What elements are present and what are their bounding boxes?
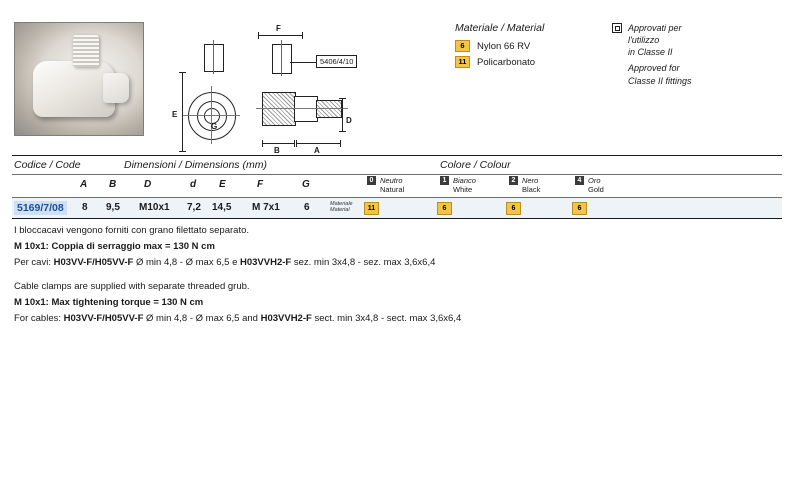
- note-en-3-bold1: H03VV-F/H05VV-F: [63, 312, 144, 324]
- note-en-2: M 10x1: Max tightening torque = 130 N cm: [14, 297, 204, 309]
- dim-tick-f-left: [258, 32, 259, 39]
- note-en-3-suffix: sect. min 3x4,8 - sect. max 3,6x6,4: [311, 312, 462, 324]
- note-it-3-suffix: sez. min 3x4,8 - sez. max 3,6x6,4: [291, 256, 436, 268]
- note-leader-line: [290, 62, 318, 63]
- col-label-b: B: [109, 179, 117, 190]
- note-it-3-bold2: H03VVH2-F: [240, 256, 292, 268]
- class-two-approval: [612, 22, 788, 87]
- photo-body-shape: [33, 61, 115, 117]
- note-it-3: [14, 256, 614, 270]
- view-left-small-box: [204, 44, 224, 72]
- approval-line-4: Approved for: [628, 63, 680, 74]
- table-header-row: [12, 156, 782, 174]
- material-item: [455, 56, 625, 68]
- table-row[interactable]: [12, 198, 782, 218]
- dim-label-e: E: [172, 110, 178, 119]
- material-label-it: Materiale: [330, 201, 353, 207]
- dim-label-d: D: [346, 116, 352, 125]
- notes-spacer: [14, 271, 614, 280]
- material-label: Nylon 66 RV: [477, 40, 531, 52]
- colour-code-0: 0: [367, 176, 376, 185]
- colour-col-white: [440, 176, 476, 195]
- cell-d-upper: M10x1: [139, 202, 170, 213]
- col-label-f: F: [257, 179, 264, 190]
- dim-tick-a-right: [340, 140, 341, 147]
- note-en-3-prefix: For cables:: [14, 312, 64, 324]
- cell-d-lower: 7,2: [187, 202, 201, 213]
- material-legend-title: Materiale / Material: [455, 22, 545, 34]
- note-en-3-bold2: H03VVH2-F: [260, 312, 312, 324]
- dim-line-f: [258, 35, 303, 36]
- colour-it-1: Bianco: [453, 176, 476, 185]
- dim-label-b: B: [274, 146, 280, 155]
- cell-colour-gold: 6: [572, 202, 587, 215]
- col-label-d-lower: d: [190, 179, 197, 190]
- cell-b: 9,5: [106, 202, 120, 213]
- approval-line-2: l'utilizzo: [628, 35, 660, 46]
- cell-colour-black: 6: [506, 202, 521, 215]
- section-centerline: [256, 108, 348, 109]
- colour-it-0: Neutro: [380, 176, 403, 185]
- drawing-note: 5406/4/10: [316, 55, 357, 68]
- colour-it-3: Oro: [588, 176, 601, 185]
- dim-tick-e-bottom: [179, 151, 186, 152]
- dim-tick-e-top: [179, 72, 186, 73]
- header-dimensions: Dimensioni / Dimensions (mm): [124, 159, 267, 171]
- material-badge: 11: [455, 56, 470, 68]
- dim-label-a: A: [314, 146, 320, 155]
- dim-tick-b-left: [262, 140, 263, 147]
- colour-en-0: Natural: [380, 185, 405, 195]
- dim-tick-b-right: [294, 140, 295, 147]
- colour-code-2: 2: [509, 176, 518, 185]
- dim-tick-a-left: [296, 140, 297, 147]
- dim-tick-f-right: [302, 32, 303, 39]
- photo-thread-shape: [73, 35, 99, 67]
- material-legend: [455, 22, 625, 72]
- note-en-1: Cable clamps are supplied with separate threaded grub.: [14, 281, 250, 293]
- material-label: Policarbonato: [477, 56, 536, 68]
- col-label-d-upper: D: [144, 179, 152, 190]
- footnotes: [14, 224, 614, 328]
- dim-line-a: [296, 143, 340, 144]
- table-subheader-row: [12, 175, 782, 197]
- section-body-middle: [294, 96, 318, 122]
- dim-tick-d-top: [339, 98, 346, 99]
- note-it-1: I bloccacavi vengono forniti con grano filettato separato.: [14, 225, 250, 236]
- dim-label-g: G: [211, 122, 218, 131]
- product-photo: [14, 22, 144, 136]
- cell-material-label: [330, 201, 353, 213]
- material-label-en: Material: [330, 207, 350, 214]
- header-colour: Colore / Colour: [440, 159, 511, 171]
- section-hatch-right: [316, 100, 342, 118]
- section-hatch-left: [262, 92, 296, 126]
- view-left-centerline: [213, 40, 214, 74]
- cell-code[interactable]: 5169/7/08: [14, 201, 67, 215]
- dim-line-d: [342, 98, 343, 132]
- note-it-3-prefix: Per cavi:: [14, 256, 54, 268]
- colour-col-black: [509, 176, 540, 195]
- colour-code-4: 4: [575, 176, 584, 185]
- colour-en-2: Black: [522, 185, 541, 195]
- colour-code-1: 1: [440, 176, 449, 185]
- note-it-3-mid: Ø min 4,8 - Ø max 6,5 e: [133, 256, 240, 268]
- view-right-top-centerline: [281, 40, 282, 76]
- colour-en-1: White: [453, 185, 473, 195]
- header-code: Codice / Code: [14, 159, 81, 171]
- view-right-top-box: [272, 44, 292, 74]
- material-badge: 6: [455, 40, 470, 52]
- class-two-symbol-icon: [612, 23, 622, 33]
- view-front-v-centerline: [211, 86, 212, 144]
- colour-it-2: Nero: [522, 176, 539, 185]
- specifications-table: [12, 155, 782, 219]
- note-en-3-mid: Ø min 4,8 - Ø max 6,5 and: [143, 312, 261, 324]
- note-it-3-bold1: H03VV-F/H05VV-F: [53, 256, 134, 268]
- approval-line-5: Classe II fittings: [628, 75, 692, 86]
- cell-colour-white: 6: [437, 202, 452, 215]
- cell-e: 14,5: [212, 202, 232, 213]
- cell-f: M 7x1: [252, 202, 280, 213]
- note-en-3: [14, 312, 614, 326]
- approval-line-3: in Classe II: [628, 47, 673, 58]
- dim-tick-d-bottom: [339, 131, 346, 132]
- row-highlight-band: [12, 198, 782, 218]
- cell-a: 8: [82, 202, 88, 213]
- colour-en-3: Gold: [588, 185, 604, 195]
- col-label-a: A: [80, 179, 88, 190]
- cell-material-badge: 11: [364, 202, 379, 215]
- note-it-2: M 10x1: Coppia di serraggio max = 130 N cm: [14, 240, 215, 252]
- cell-g: 6: [304, 202, 310, 213]
- material-item: [455, 40, 625, 52]
- header-illustration-area: [0, 0, 794, 155]
- col-label-g: G: [302, 179, 310, 190]
- dim-line-b: [262, 143, 294, 144]
- dim-line-e: [182, 72, 183, 152]
- technical-drawing: [160, 10, 410, 155]
- colour-col-natural: [367, 176, 404, 195]
- table-bottom-rule: [12, 218, 782, 219]
- colour-col-gold: [575, 176, 604, 195]
- col-label-e: E: [219, 179, 226, 190]
- approval-line-1: Approvati per: [628, 23, 682, 33]
- dim-label-f: F: [276, 24, 281, 33]
